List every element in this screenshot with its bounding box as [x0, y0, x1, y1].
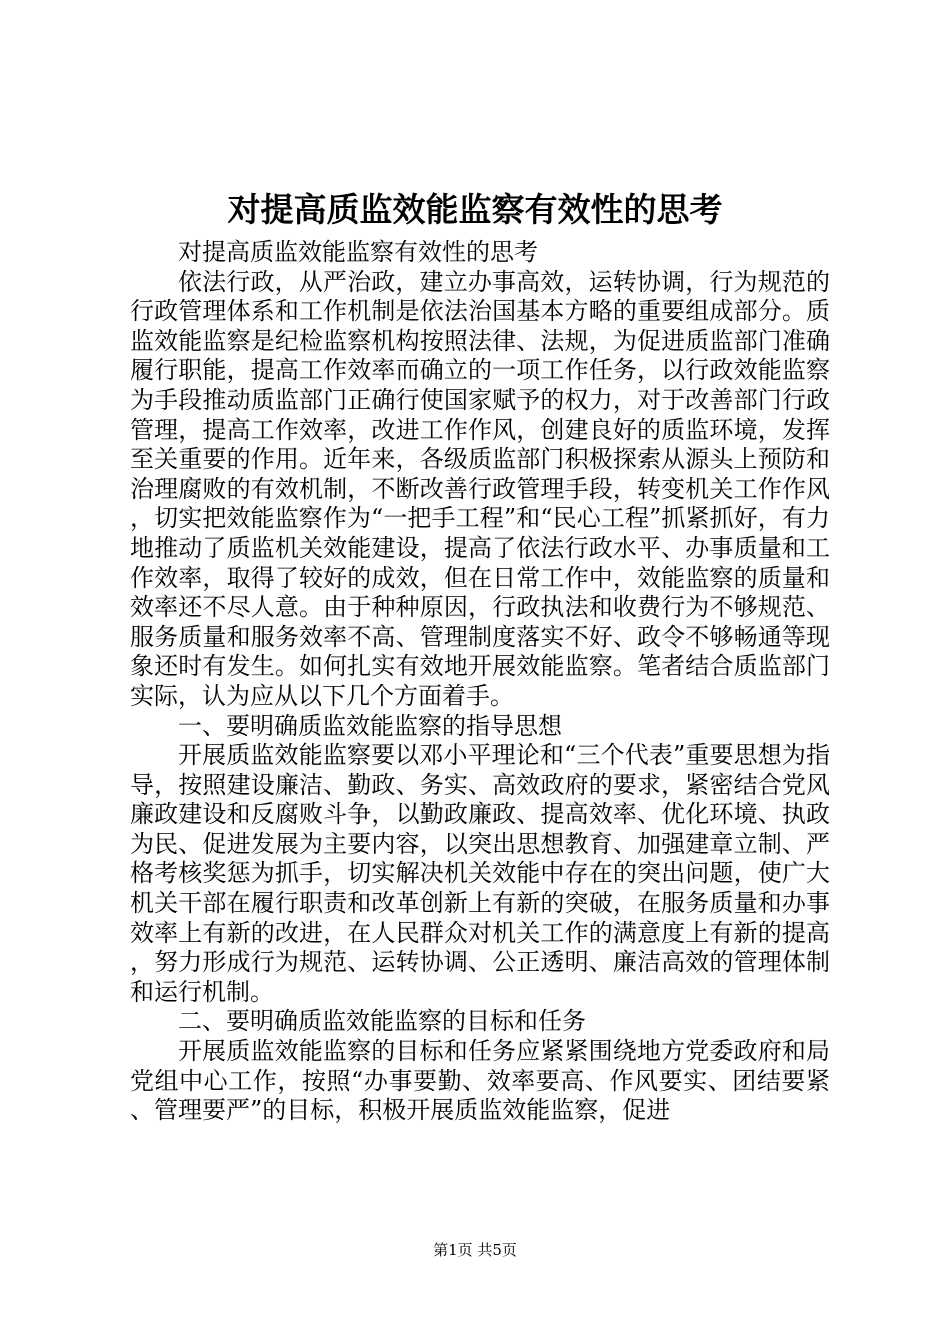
paragraph-intro: 依法行政，从严治政，建立办事高效，运转协调，行为规范的行政管理体系和工作机制是依法治国基本方略的重要组成部分。质监效能监察是纪检监察机构按照法律、法规，为促进质监部门准确履行职能，提高工作效率而确立的一项工作任务，以行政效能监察为手段推动质监部门正确行使国家赋予的权力，对于改善部门行政管理，提高工作效率，改进工作作风，创建良好的质监环境，发挥至关重要的作用。近年来，各级质监部门积极探索从源头上预防和治理腐败的有效机制，不断改善行政管理手段，转变机关工作作风，切实把效能监察作为“一把手工程”和“民心工程”抓紧抓好，有力地推动了质监机关效能建设，提高了依法行政水平、办事质量和工作效率，取得了较好的成效，但在日常工作中，效能监察的质量和效率还不尽人意。由于种种原因，行政执法和收费行为不够规范、服务质量和服务效率不高、管理制度落实不好、政令不够畅通等现象还时有发生。如何扎实有效地开展效能监察。笔者结合质监部门实际，认为应从以下几个方面着手。: [130, 267, 830, 710]
document-title: 对提高质监效能监察有效性的思考: [227, 190, 723, 229]
paragraph-section-1: 开展质监效能监察要以邓小平理论和“三个代表”重要思想为指导，按照建设廉洁、勤政、务实、高效政府的要求，紧密结合党风廉政建设和反腐败斗争，以勤政廉政、提高效率、优化环境、执政为民、促进发展为主要内容，以突出思想教育、加强建章立制、严格考核奖惩为抓手，切实解决机关效能中存在的突出问题，使广大机关干部在履行职责和改革创新上有新的突破，在服务质量和办事效率上有新的改进，在人民群众对机关工作的满意度上有新的提高，努力形成行为规范、运转协调、公正透明、廉洁高效的管理体制和运行机制。: [130, 741, 830, 1006]
section-heading-2: 二、要明确质监效能监察的目标和任务: [178, 1007, 586, 1036]
document-body: [130, 238, 830, 1126]
page-indicator: 第1页 共5页: [433, 1241, 517, 1259]
paragraph-subtitle: 对提高质监效能监察有效性的思考: [178, 238, 538, 266]
paragraph-section-2: 开展质监效能监察的目标和任务应紧紧围绕地方党委政府和局党组中心工作，按照“办事要勤、效率要高、作风要实、团结要紧、管理要严”的目标，积极开展质监效能监察，促进: [130, 1037, 830, 1125]
section-heading-1: 一、要明确质监效能监察的指导思想: [178, 711, 562, 740]
